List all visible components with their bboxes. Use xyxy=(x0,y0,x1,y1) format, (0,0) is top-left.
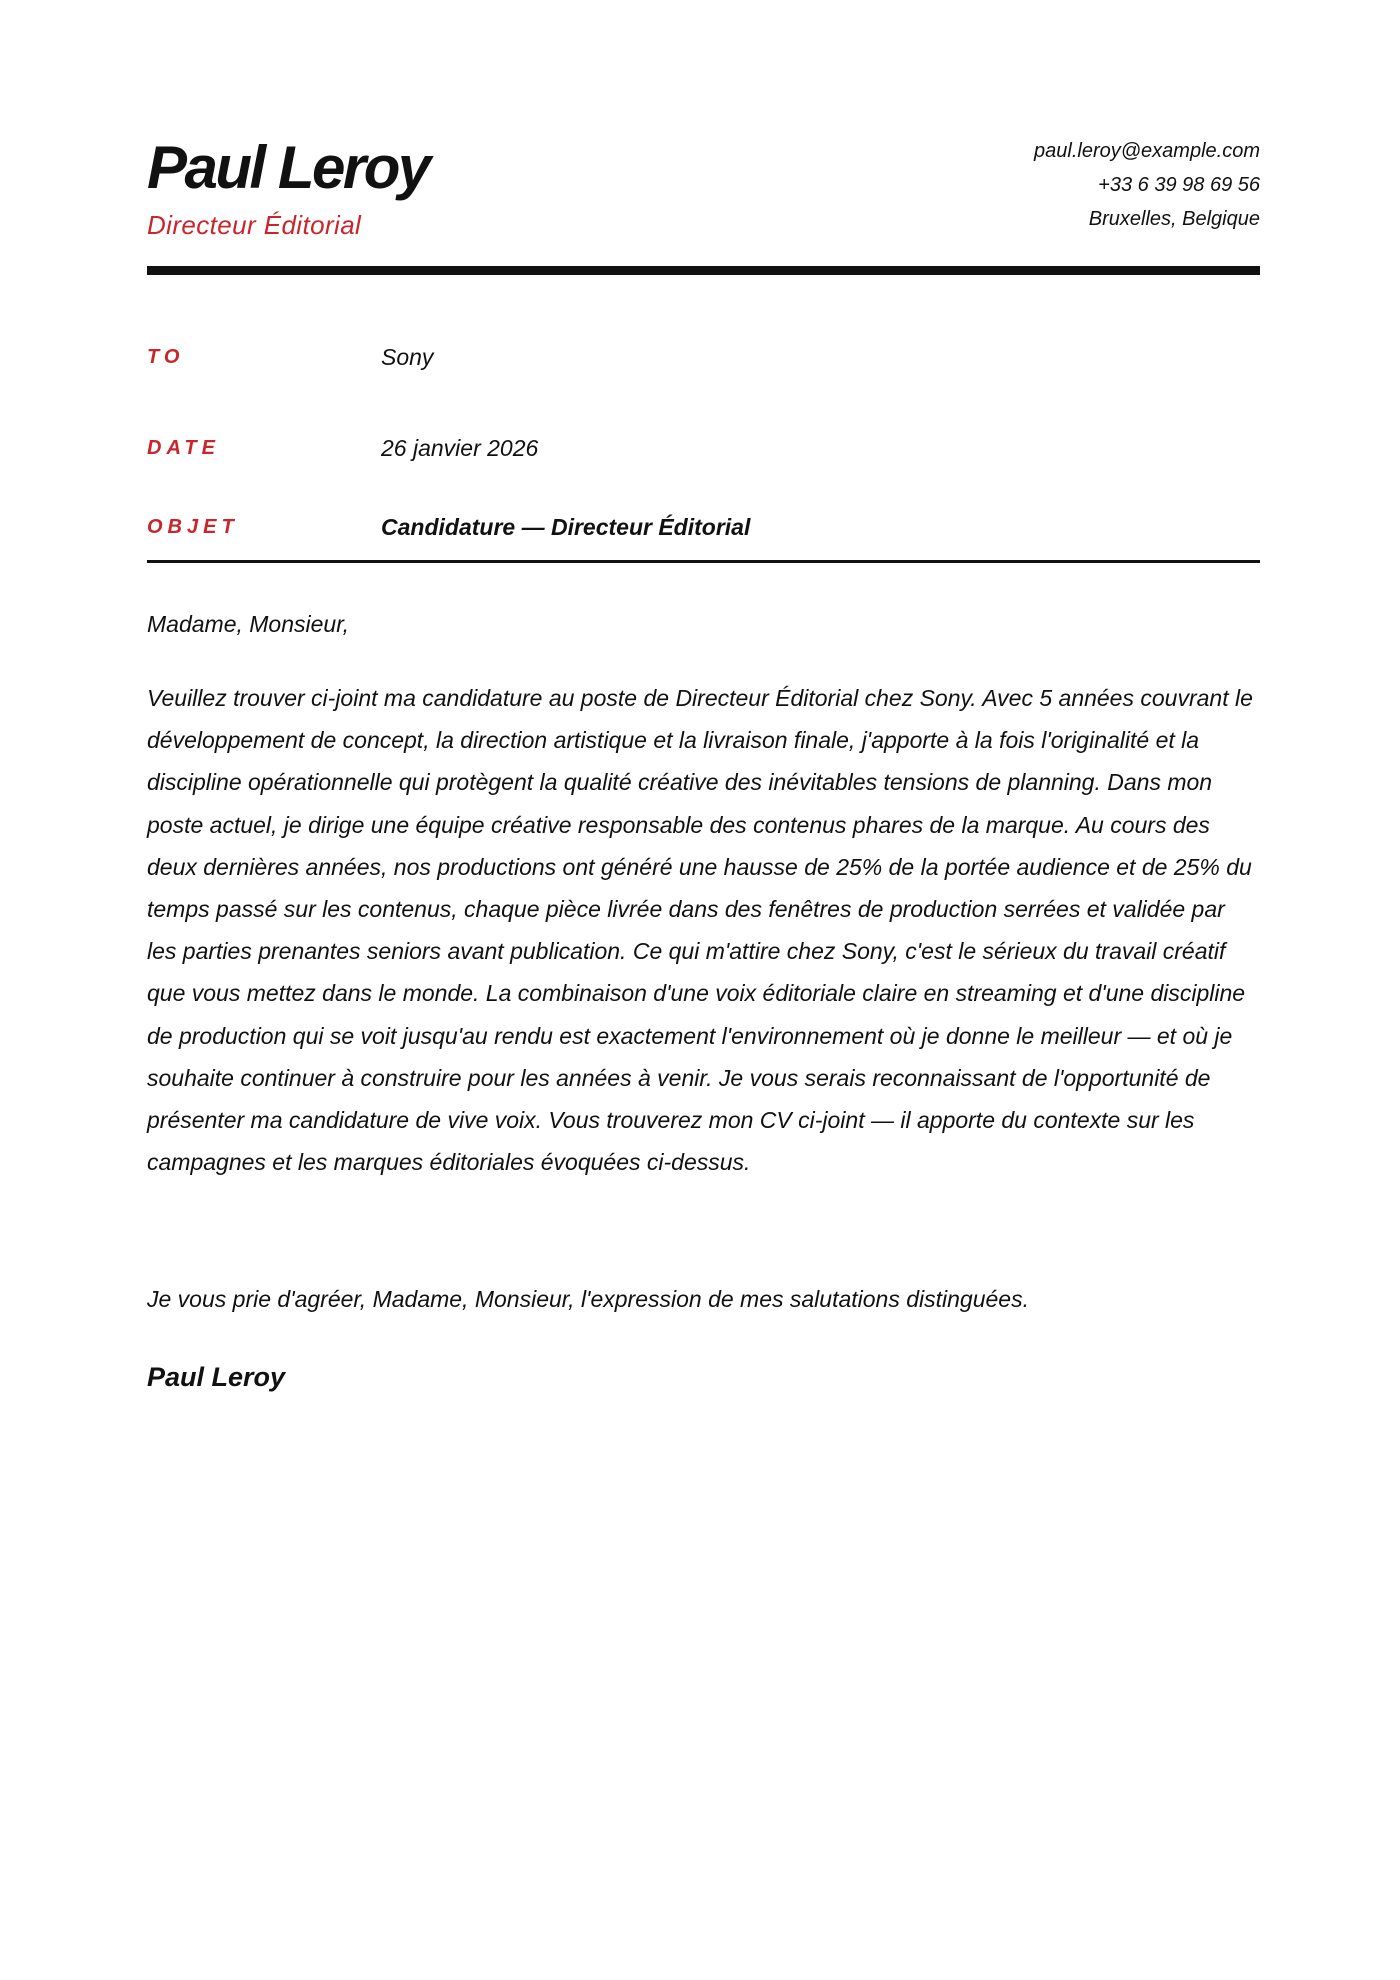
letter-signature: Paul Leroy xyxy=(147,1362,286,1392)
header-divider xyxy=(147,266,1260,275)
letter-page xyxy=(147,0,1260,1980)
letter-salutation: Madame, Monsieur, xyxy=(147,611,349,637)
meta-divider xyxy=(147,560,1260,563)
letter-body: Veuillez trouver ci-joint ma candidature au poste de Directeur Éditorial chez Sony. Avec 5 années couvrant le développement de concept, la direction artistique et la livraison finale, j'apporte à la fois l'originalité et la discipline opérationnelle qui protègent la qualité créative des inévitables tensions de planning. Dans mon poste actuel, je dirige une équipe créative responsable des contenus phares de la marque. Au cours des deux dernières années, nos productions ont généré une hausse de 25% de la portée audience et de 25% du temps passé sur les contenus, chaque pièce livrée dans des fenêtres de production serrées et validée par les parties prenantes seniors avant publication. Ce qui m'attire chez Sony, c'est le sérieux du travail créatif que vous mettez dans le monde. La combinaison d'une voix éditoriale claire en streaming et d'une discipline de production qui se voit jusqu'au rendu est exactement l'environnement où je donne le meilleur — et où je souhaite continuer à construire pour les années à venir. Je vous serais reconnaissant de l'opportunité de présenter ma candidature de vive voix. Vous trouverez mon CV ci-joint — il apporte du contexte sur les campagnes et les marques éditoriales évoquées ci-dessus. xyxy=(147,685,1253,1176)
meta-value-subject: Candidature — Directeur Éditorial xyxy=(381,514,751,540)
contact-location: Bruxelles, Belgique xyxy=(1088,208,1260,230)
meta-label-subject: OBJET xyxy=(147,516,239,538)
contact-block xyxy=(1034,134,1260,236)
meta-value-date: 26 janvier 2026 xyxy=(381,435,539,461)
meta-row-to xyxy=(147,340,1260,380)
meta-label-date: DATE xyxy=(147,437,220,459)
contact-email: paul.leroy@example.com xyxy=(1034,140,1260,162)
meta-row-subject xyxy=(147,510,1260,550)
sender-role: Directeur Éditorial xyxy=(147,210,362,240)
sender-name: Paul Leroy xyxy=(147,134,429,201)
letter-closing: Je vous prie d'agréer, Madame, Monsieur, l'expression de mes salutations distinguées. xyxy=(147,1286,1029,1312)
letter-header xyxy=(147,128,1260,268)
meta-row-date xyxy=(147,431,1260,471)
contact-phone: +33 6 39 98 69 56 xyxy=(1098,174,1260,196)
meta-label-to: TO xyxy=(147,346,185,368)
meta-value-to: Sony xyxy=(381,344,434,370)
